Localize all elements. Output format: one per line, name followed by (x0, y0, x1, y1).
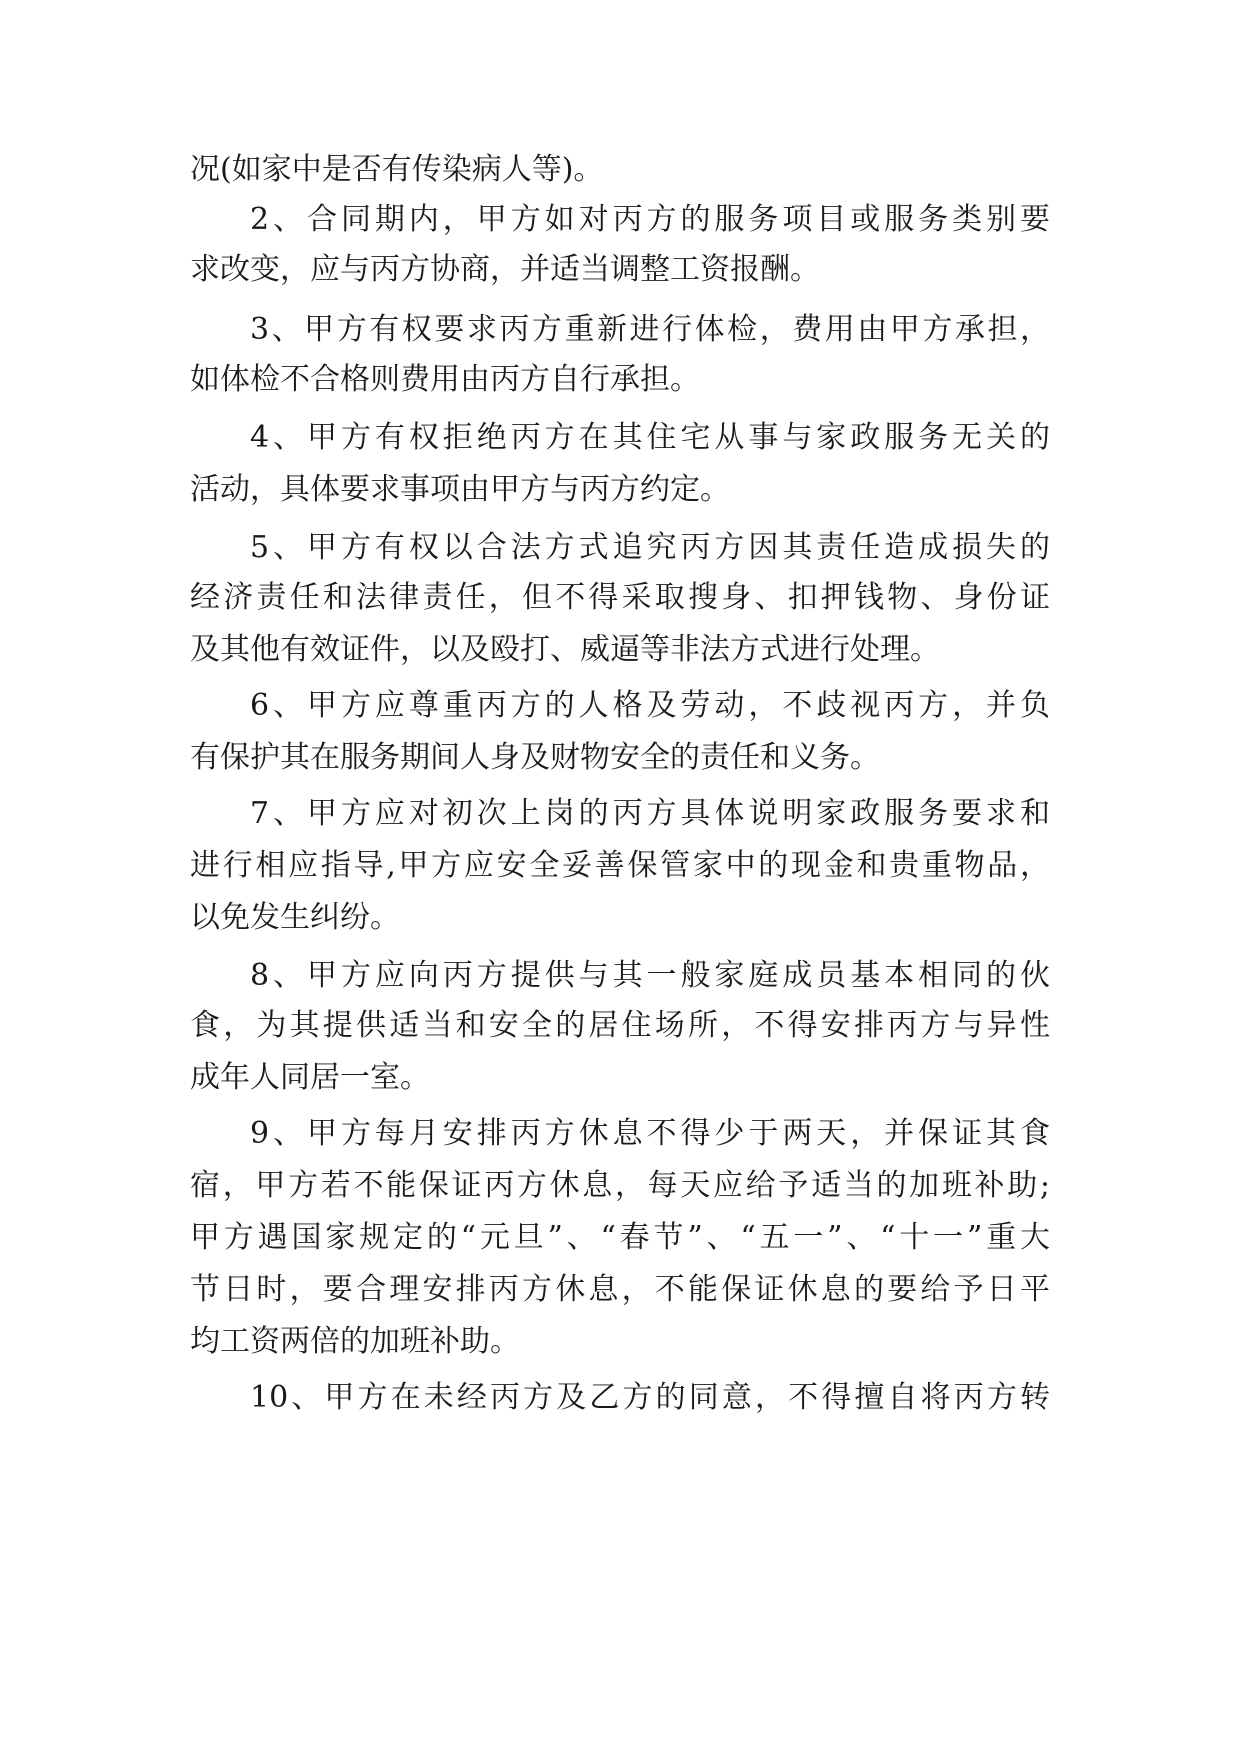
text-line: 宿，甲方若不能保证丙方休息，每天应给予适当的加班补助; (190, 1168, 1050, 1203)
text-line: 如体检不合格则费用由丙方自行承担。 (190, 362, 700, 397)
text-line: 求改变，应与丙方协商，并适当调整工资报酬。 (190, 252, 820, 287)
text-line: 10、甲方在未经丙方及乙方的同意，不得擅自将丙方转 (250, 1380, 1050, 1415)
text-line: 食，为其提供适当和安全的居住场所，不得安排丙方与异性 (190, 1008, 1050, 1043)
text-line: 8、甲方应向丙方提供与其一般家庭成员基本相同的伙 (250, 958, 1050, 993)
text-line: 9、甲方每月安排丙方休息不得少于两天，并保证其食 (250, 1116, 1050, 1151)
text-line: 3、甲方有权要求丙方重新进行体检，费用由甲方承担， (250, 312, 1050, 347)
text-line: 成年人同居一室。 (190, 1060, 430, 1095)
text-line: 甲方遇国家规定的“元旦”、“春节”、“五一”、“十一”重大 (190, 1220, 1050, 1255)
text-line: 况(如家中是否有传染病人等)。 (190, 152, 604, 187)
text-line: 均工资两倍的加班补助。 (190, 1324, 520, 1359)
text-line: 5、甲方有权以合法方式追究丙方因其责任造成损失的 (250, 530, 1050, 565)
text-line: 进行相应指导,甲方应安全妥善保管家中的现金和贵重物品， (190, 848, 1050, 883)
text-line: 及其他有效证件，以及殴打、威逼等非法方式进行处理。 (190, 632, 940, 667)
text-line: 6、甲方应尊重丙方的人格及劳动，不歧视丙方，并负 (250, 688, 1050, 723)
text-line: 4、甲方有权拒绝丙方在其住宅从事与家政服务无关的 (250, 420, 1050, 455)
text-line: 经济责任和法律责任，但不得采取搜身、扣押钱物、身份证 (190, 580, 1050, 615)
text-line: 节日时，要合理安排丙方休息，不能保证休息的要给予日平 (190, 1272, 1050, 1307)
text-line: 以免发生纠纷。 (190, 900, 400, 935)
text-line: 7、甲方应对初次上岗的丙方具体说明家政服务要求和 (250, 796, 1050, 831)
text-line: 活动，具体要求事项由甲方与丙方约定。 (190, 472, 730, 507)
text-line: 有保护其在服务期间人身及财物安全的责任和义务。 (190, 740, 880, 775)
text-line: 2、合同期内，甲方如对丙方的服务项目或服务类别要 (250, 202, 1050, 237)
